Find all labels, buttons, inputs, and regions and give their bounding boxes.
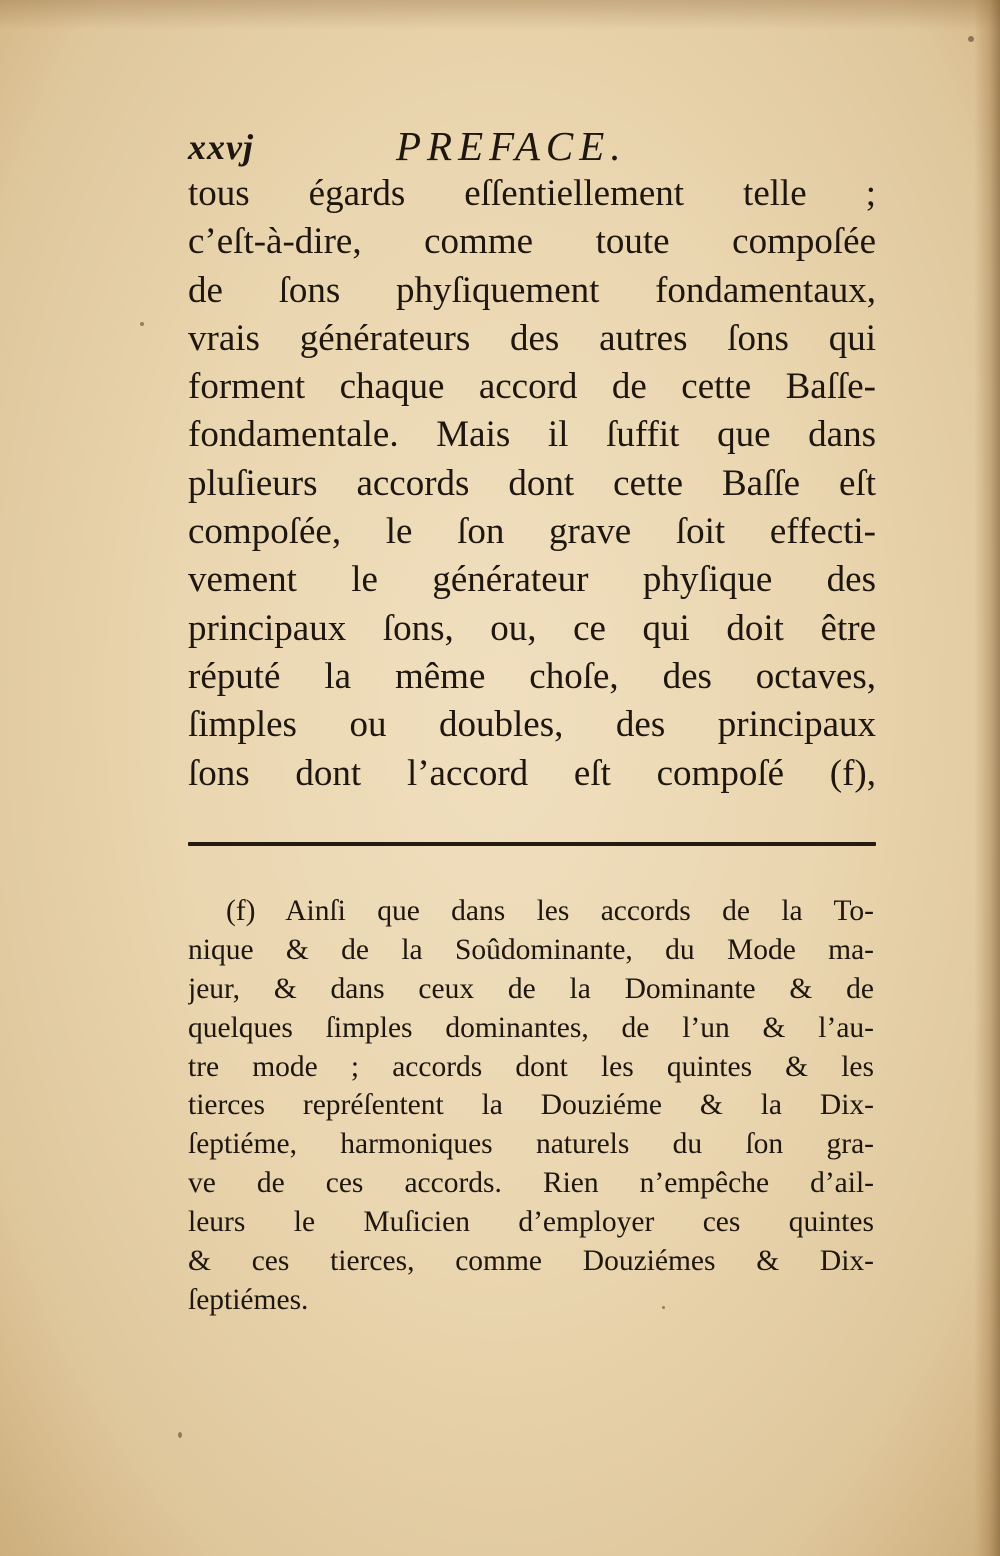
footnote-line: jeur, & dans ceux de la Dominante & de [188,972,874,1005]
text-line: fondamentale. Mais il ſuffit que dans [188,414,876,456]
text-line: de ſons phyſiquement fondamentaux, [188,269,876,311]
page-edge-shadow [974,0,1000,1556]
footnote-line: quelques ſimples dominantes, de l’un & l’au- [188,1011,874,1044]
footnote-line: tierces repréſentent la Douziéme & la Dix- [188,1089,874,1122]
text-line: ſons dont l’accord eſt compoſé (f), [188,752,876,794]
text-line: vrais générateurs des autres ſons qui [188,317,876,359]
text-line: principaux ſons, ou, ce qui doit être [188,607,876,649]
running-head: PREFACE. [396,123,627,169]
footnote-line: ſeptiéme, harmoniques naturels du ſon gra- [188,1128,874,1161]
text-line: compoſée, le ſon grave ſoit effecti- [188,511,876,553]
page-number: xxvj [188,127,254,167]
paper-speck [662,1306,665,1309]
text-line: vement le générateur phyſique des [188,559,876,601]
paper-speck [140,322,144,326]
text-line: réputé la même choſe, des octaves, [188,655,876,697]
footnote-line: nique & de la Soûdominante, du Mode ma- [188,933,874,966]
text-line: pluſieurs accords dont cette Baſſe eſt [188,462,876,504]
page-top-shadow [0,0,1000,30]
main-text [188,170,876,798]
text-line: c’eſt-à-dire, comme toute compoſée [188,221,876,263]
footnote-line: ſeptiémes. [188,1283,309,1316]
footnote-rule [188,842,876,846]
footnote-line: leurs le Muſicien d’employer ces quintes [188,1206,874,1239]
page-header [188,120,878,170]
footnote-line: ve de ces accords. Rien n’empêche d’ail- [188,1167,874,1200]
footnote-line: tre mode ; accords dont les quintes & les [188,1050,874,1083]
text-line: ſimples ou doubles, des principaux [188,704,876,746]
footnote-line: & ces tierces, comme Douziémes & Dix- [188,1245,874,1278]
text-line: forment chaque accord de cette Baſſe- [188,366,876,408]
footnote-line: (f) Ainſi que dans les accords de la To- [226,895,874,927]
footnote [188,892,874,1320]
text-line: tous égards eſſentiellement telle ; [188,173,876,214]
paper-speck [968,36,974,42]
paper-speck [178,1432,182,1438]
